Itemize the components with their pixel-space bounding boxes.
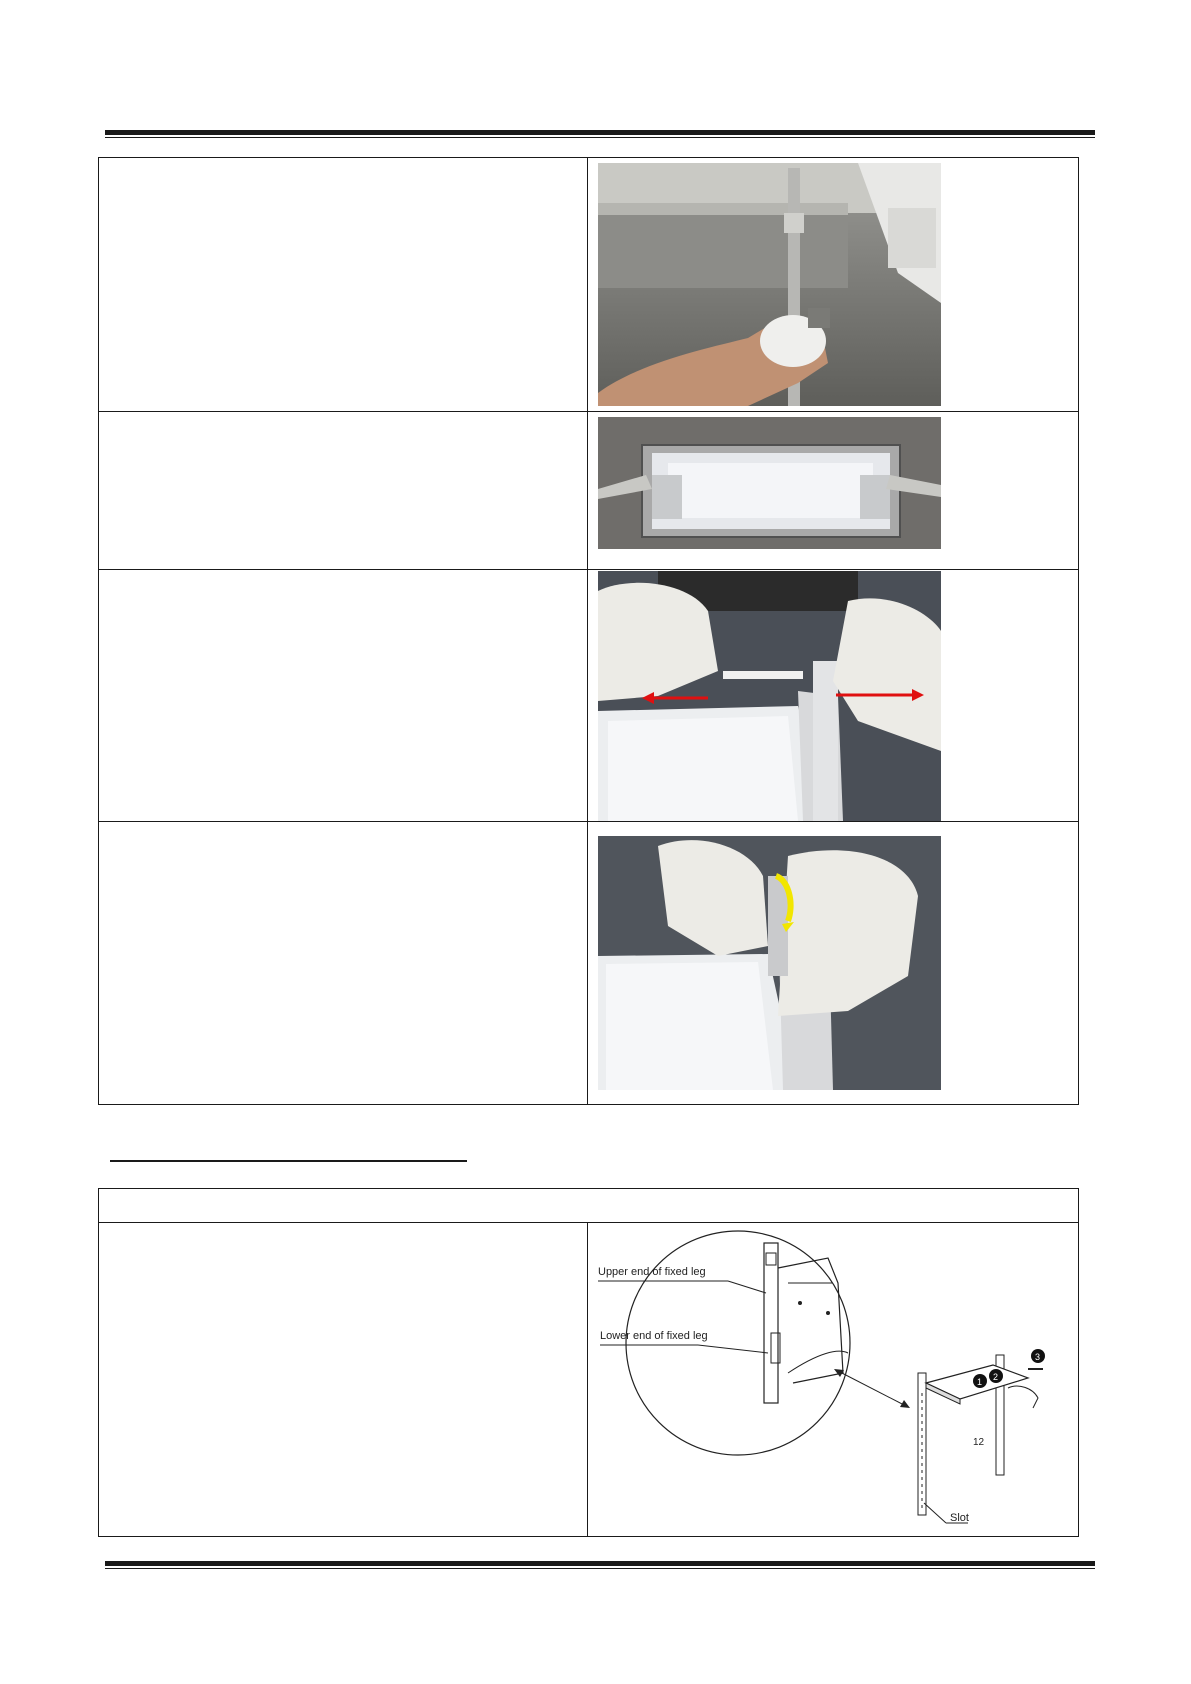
photo-unscrewing-drawer-rail xyxy=(598,163,941,406)
header-rule xyxy=(105,130,1095,138)
table-row xyxy=(99,822,1079,1105)
shelf-installation-diagram xyxy=(588,1223,1077,1535)
step-text-cell xyxy=(99,412,588,570)
step-text-cell xyxy=(99,822,588,1105)
step-text-cell xyxy=(99,570,588,822)
step-image-cell xyxy=(588,570,1079,822)
step-image-cell xyxy=(588,822,1079,1105)
label-lower-end: Lower end of fixed leg xyxy=(600,1330,708,1342)
shelf-table xyxy=(98,1188,1079,1537)
table-row xyxy=(99,1223,1079,1537)
svg-text:1: 1 xyxy=(977,1377,983,1387)
svg-text:3: 3 xyxy=(1035,1352,1041,1362)
table-header-row xyxy=(99,1189,1079,1223)
table-row xyxy=(99,158,1079,412)
steps-table xyxy=(98,157,1079,1105)
footer-rule xyxy=(105,1561,1095,1569)
step-text-cell xyxy=(99,1223,588,1537)
photo-drawer-top-view-with-rails xyxy=(598,417,941,549)
label-number: 12 xyxy=(973,1437,985,1448)
step-image-cell xyxy=(588,412,1079,570)
step-text-cell xyxy=(99,158,588,412)
table-row xyxy=(99,412,1079,570)
section-underline xyxy=(110,1160,467,1162)
step-image-cell xyxy=(588,1223,1079,1537)
photo-pulling-rails-apart xyxy=(598,571,941,821)
label-upper-end: Upper end of fixed leg xyxy=(598,1266,706,1278)
photo-rotating-rail-clip xyxy=(598,836,941,1090)
svg-text:2: 2 xyxy=(993,1372,999,1382)
label-slot: Slot xyxy=(950,1512,969,1524)
table-header-cell xyxy=(99,1189,1079,1223)
table-row xyxy=(99,570,1079,822)
step-image-cell xyxy=(588,158,1079,412)
